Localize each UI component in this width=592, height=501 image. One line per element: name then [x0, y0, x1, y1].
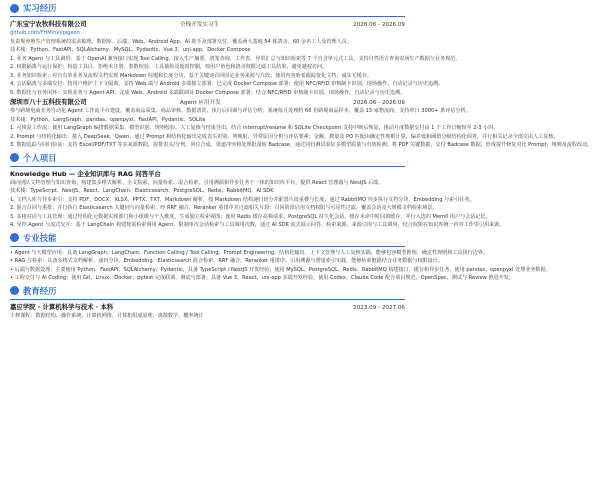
section-title: 个人项目	[23, 152, 57, 163]
entry-line: 4. 会话隔离与多端交付：按用户维护上下文隔离，支持 Web 端与 Android 多端独立部署：已完成 Docker Compose 部署；使用 NFC/RFID 审核制卡识别、现场操作、自动记录与历史追溯。	[10, 81, 444, 87]
entry-date: 2023.09 - 2027.06	[353, 304, 405, 311]
entry-line: 2. 混合召回与重排：并行执行 Elasticsearch 关键词与向量检索，经 RRF 融合、Reranker 重排序并过滤相关片段；召回阶段启用文档权限与可见性过滤，覆盖会话及大规模文档检索场景。	[10, 205, 438, 211]
section-header	[10, 1, 405, 15]
entry-organization: 嘉应学院 · 计算机科学与技术 · 本科	[10, 302, 114, 311]
entry-organization: Knowledge Hub — 企业知识库与 RAG 问答平台	[10, 169, 161, 178]
entry-line: 1. 业务 Agent 与工具调用：基于 OpenAI 兼容接口实现 Tool Calling，接入生产摘要、鸽笼查询、工作表、异常汇总与知识检索等 7 个自含单元式工具，支持自然语言查询农场生产数据与业务规范。	[10, 55, 461, 62]
entry-header	[10, 302, 405, 312]
entry-line: 面向团队文档管理与知识查询，构建集多格式解析、全文检索、向量检索、混合检索、引用溯源和异步任务于一体的知识库平台，提供 React 管理端与 NestJS 后端。	[10, 179, 384, 186]
entry-header	[10, 97, 405, 107]
entry-line: • 工程交付与 AI Coding：使用 Git、Linux、Docker、pytest 完成联调、测试与部署；具备 Vue 3、React、uni-app 多端开发经验，使用 Codex、Claude Code 配合项目规范、OpenSpec、测试与 Review 推进开发。	[10, 275, 514, 281]
section-divider	[10, 246, 405, 247]
briefcase-icon	[10, 4, 19, 13]
entry-line: 3. 多租对话与工具管理：通过结构化元数据实现部门和小组级与个人维度，生成独立检索视图；使用 Redis 缓存高频请求，PostgreSQL 持久化会话、缓存未命中时回填缓存，并行入选的 Mem0 用户与会话记忆。	[10, 213, 491, 220]
entry-role: 全栈开发实习生	[180, 22, 220, 28]
entry-line: 5. 数据化与业务闭环：实现业务与 Agent API、完成 Web、Android 多端联调及 Docker Compose 部署；结合 NFC/RFID 审核制卡识别、现场操作、自动记录与历史追溯。	[10, 89, 406, 96]
entry-line: 技术栈：Python、FastAPI、SQLAlchemy、MySQL、Pydantic、Vue 3、uni-app、Docker Compose	[10, 47, 251, 53]
entry-role: Agent 应用开发	[180, 100, 221, 106]
section-divider	[10, 16, 405, 17]
entry-line: • RAG 与检索：具备多格式文档解析、递归分块、Embedding、Elasticsearch 混合检索、RRF 融合、Reranker 重排序、引用溯源与增量索引实践，能够检索链路结合业务数据与权限设计。	[10, 258, 443, 264]
section-divider	[10, 166, 405, 167]
entry-line: 2. Prompt 与结构化输出：接入 DeepSeek、Qwen，通过 Prompt 和结构化输出完成表头识别、列映射、异常原因分析与评估要素；金额、数量及 PO 匹配由确定性规则计算，偏差低和阈值分级结构化调查，并行相关记录全部交由人工复核。	[10, 133, 559, 140]
entry-line: 1. 文档入库与异步索引：支持 PDF、DOCX、XLSX、PPTX、TXT、Markdown 解析，按 Markdown 结构递归切分并配置片段重叠与长度；通过 RabbitMQ 异步执行文档分块、Embedding 与索引任务。	[10, 196, 475, 203]
entry-header	[10, 19, 405, 29]
section-header	[10, 231, 405, 245]
section-title: 教育经历	[23, 285, 57, 296]
user-icon	[10, 153, 19, 162]
entry-line: • 后端与数据处理：主要使用 Python、FastAPI、SQLAlchemy、Pydantic，具备 TypeScript / NestJS 开发经验；使用 MySQL、PostgreSQL、Redis、RabbitMQ 构建接口、缓存和异步任务，使用 pandas、openpyxl 处理业务数据。	[10, 266, 551, 273]
section-header	[10, 284, 405, 298]
entry-line: 负责规养殖生产管理系统的需求梳理、数据库、后端、Web、Android App、AI 助手及部署交付，覆盖两大基地 54 栋鸽舍、60 余名工人及管理人员。	[10, 38, 352, 45]
section-divider	[10, 299, 405, 300]
entry-line: 技术栈：TypeScript、NestJS、React、LangChain、Elasticsearch、PostgreSQL、Redis、RabbitMQ、AI SDK	[10, 188, 274, 194]
entry-line: 3. 数据追踪与回归验证：支持 Excel/PDF/TXT 等多来源数据，混排表头/分列、回位合成、渠道冲突和处理批量转 Badcase，通过回归测试验证多模型质量与有效检测；将 PDF 关键数据，交付 Badcase 数据，形成提升修复对比 Prompt、规则及流程改动。	[10, 142, 592, 148]
entry-line: 1. 可恢复工作流：使用 LangGraph 编排数据采集、模型识别、规则校验、人工复核与结果导出，结合 interrupt/resume 和 SQLite Checkpoint 支持中断后恢复，推动月度数据交付由 1 个工作日缩短至 2-3 小时。	[10, 125, 499, 131]
entry-line: 主修课程：数据结构、操作系统、计算机网络、计算机组成原理、离散数学、概率统计	[10, 312, 204, 319]
graduation-cap-icon	[10, 286, 19, 295]
section-title: 专业技能	[23, 232, 57, 243]
entry-organization: 广东宝宁农牧科技有限公司	[10, 20, 87, 28]
section-header	[10, 151, 405, 165]
wrench-icon	[10, 233, 19, 242]
resume-page	[0, 1, 592, 501]
entry-line: 3. 业务知识检索：对自有单业务及流程文档实现 Markdown 标题和长度分块，基于关键词召回固定业务来源与片段；使用内容哈希跟踪变化文档，诚实无缓存。	[10, 72, 373, 79]
entry-header	[10, 169, 405, 179]
section-title: 实习经历	[23, 3, 57, 13]
entry-line: 4. 受控 Agent 与流式交互：基于 LangChain 构建按需检索调用 Agent，限制单次会话检索与工具调用次数，通过 AI SDK 流式展示回答、检索来源、来源引用与工具调用，结合权限在知识库统一内容工作里引用来源。	[10, 222, 505, 228]
entry-line: 2. 权限隔离与运行保护：构造工具白、拒绝未注册、参数校验、工具抽检及超时控制，按用户角色和鸽舍权限过滤工具结果，避免越权访问。	[10, 64, 328, 70]
entry-organization: 深圳市八十五科技有限公司	[10, 98, 87, 106]
entry-date: 2026.06 - 2026.09	[353, 100, 405, 106]
entry-date: 2026.06 - 2026.09	[353, 22, 405, 28]
entry-line: • Agent 与大模型应用：具备 LangGraph、LangChain、Function Calling / Tool Calling、Prompt Engineering、结构化输出、上下文管理与人工复核实践，能够包容模型推理、确定性规则和工具执行边界。	[10, 249, 488, 256]
project-link[interactable]: github.com/FHMinyi/pigeon	[10, 30, 80, 36]
entry-line: 参与跨境电商业务自动化 Agent 工作流平台建设，覆盖商品采集、商品审核、数据清洗、执行后回调与评估分析；系统每月处理约 66 份跨境商品样本，覆盖 15 家物流商，支持单日 3000+ 条评估分析。	[10, 108, 471, 114]
entry-line: 技术栈：Python、LangGraph、pandas、openpyxl、FastAPI、Pydantic、SQLite	[10, 116, 206, 123]
